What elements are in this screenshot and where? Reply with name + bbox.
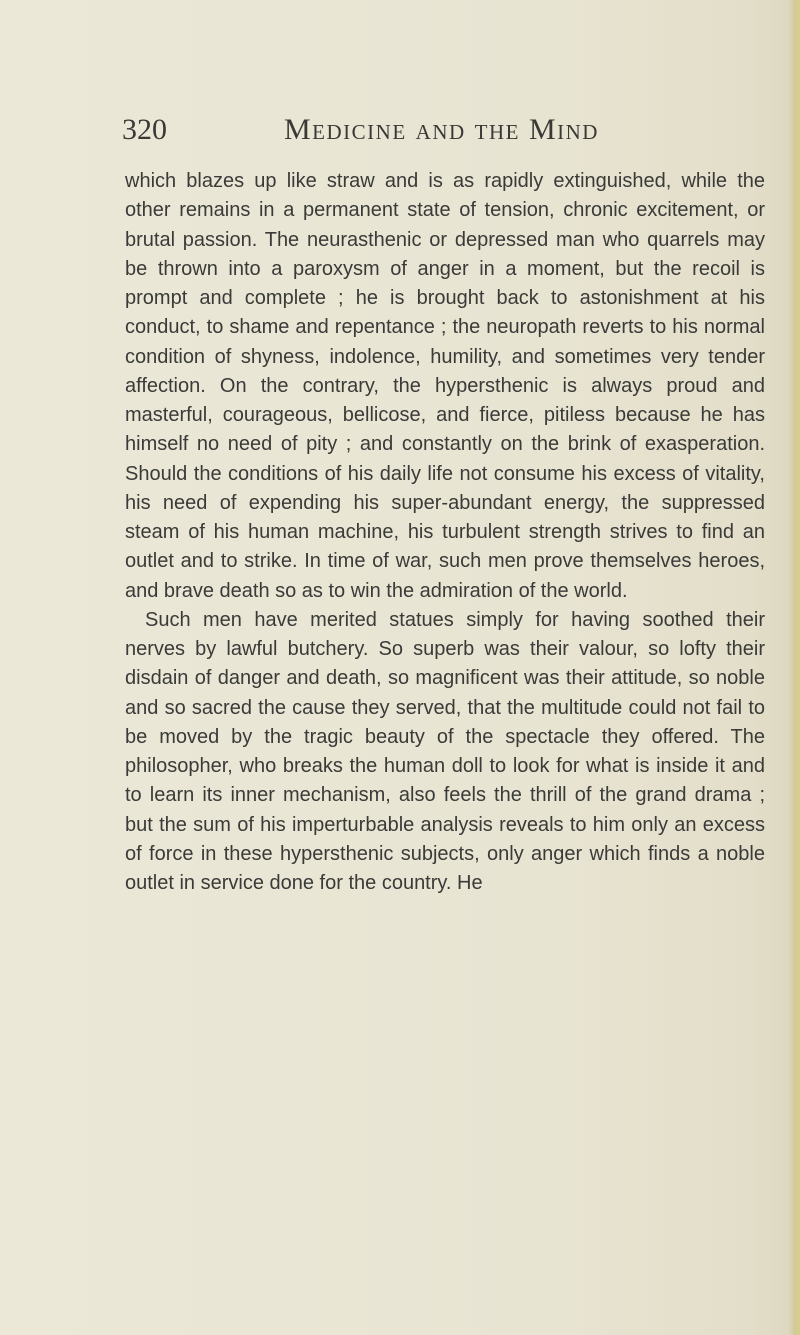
body-text	[125, 167, 765, 898]
paragraph: which blazes up like straw and is as rapidly extinguished, while the other remains in a permanent state of tension, chronic excitement, or brutal passion. The neurasthenic or depressed man who quarrels may be thrown into a paroxysm of anger in a moment, but the recoil is prompt and complete ; he is brought back to astonishment at his conduct, to shame and repentance ; the neuropath reverts to his normal condition of shyness, indolence, humility, and sometimes very tender affection. On the contrary, the hypersthenic is always proud and masterful, courageous, bellicose, and fierce, pitiless because he has himself no need of pity ; and constantly on the brink of exasperation. Should the conditions of his daily life not consume his excess of vitality, his need of expending his super-abundant energy, the suppressed steam of his human machine, his turbulent strength strives to find an outlet and to strike. In time of war, such men prove themselves heroes, and brave death so as to win the admiration of the world.	[125, 170, 765, 602]
page-number: 320	[122, 113, 167, 146]
page-header	[122, 112, 762, 148]
paragraph: Such men have merited statues simply for having soothed their nerves by lawful butchery. So superb was their valour, so lofty their disdain of danger and death, so magnificent was their attitude, so noble and so sacred the cause they served, that the multitude could not fail to be moved by the tragic beauty of the spectacle they offered. The philosopher, who breaks the human doll to look for what is inside it and to learn its inner mechanism, also feels the thrill of the grand drama ; but the sum of his imperturbable analysis reveals to him only an excess of force in these hypersthenic subjects, only anger which finds a noble outlet in service done for the country. He	[125, 608, 765, 894]
running-head: Medicine and the Mind	[284, 113, 599, 146]
page-edge	[788, 0, 800, 1335]
